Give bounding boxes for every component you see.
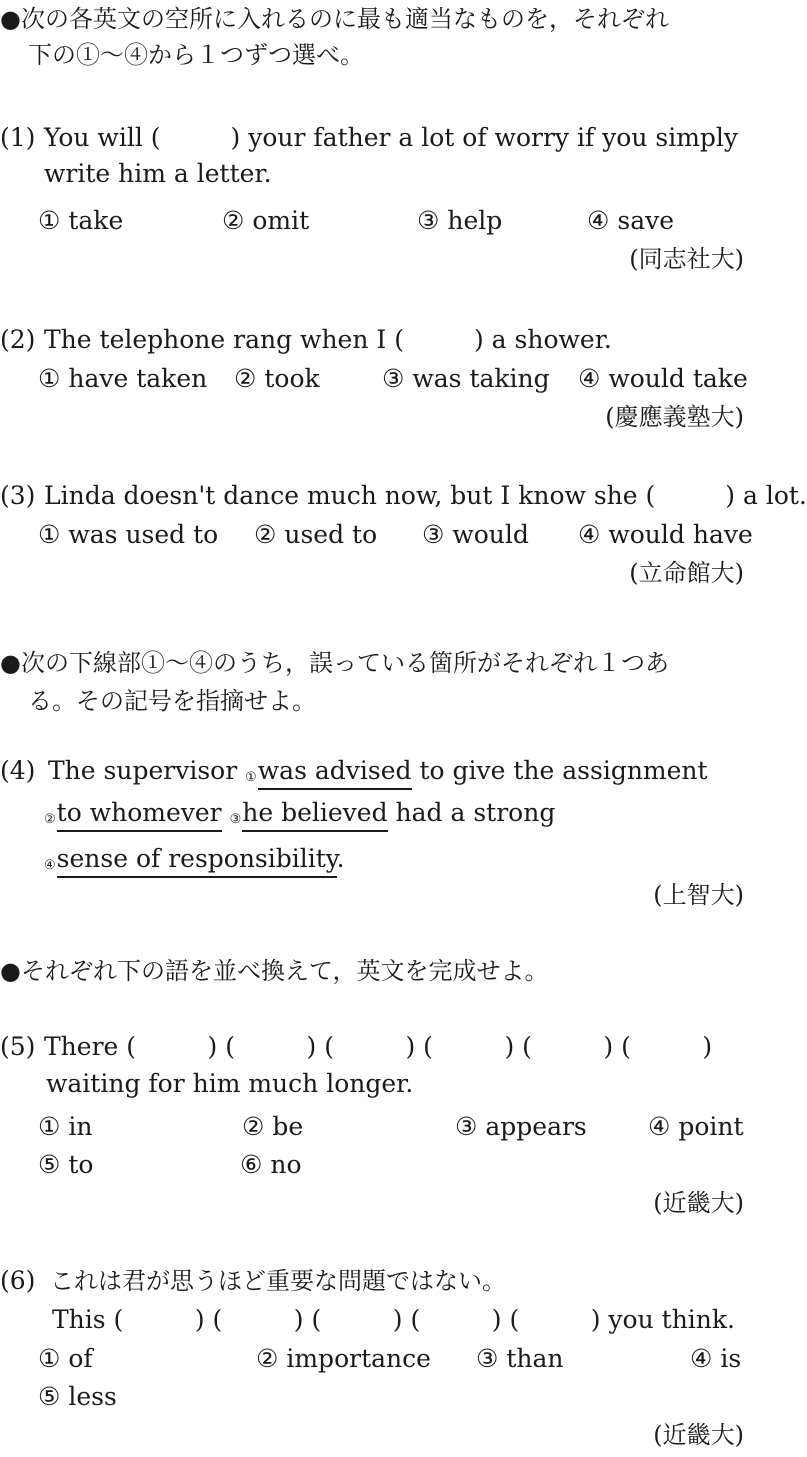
option-3[interactable]: ③ was taking: [382, 364, 550, 393]
section-2-instruction-line-2: る。その記号を指摘せよ。: [28, 687, 316, 715]
section-2-instruction-line-1: ●次の下線部①～④のうち，誤っている箇所がそれぞれ１つあ: [0, 649, 669, 677]
question-text-line-2: waiting for him much longer.: [46, 1069, 414, 1098]
question-number: (5): [0, 1032, 36, 1061]
question-number: (2): [0, 325, 36, 354]
option-4[interactable]: ④ is: [690, 1344, 742, 1373]
question-number: (3): [0, 481, 36, 510]
question-text-post: ) your father a lot of worry if you simply: [230, 123, 739, 152]
question-text-line-1: [44, 481, 807, 511]
option-4[interactable]: ④ save: [587, 206, 675, 235]
question-number: (6): [0, 1266, 36, 1295]
underlined-part-2[interactable]: to whomever: [57, 798, 222, 832]
option-4[interactable]: ④ would have: [578, 520, 753, 549]
sentence-part: The supervisor: [48, 756, 238, 785]
option-5[interactable]: ⑤ to: [38, 1150, 94, 1179]
option-1[interactable]: ① was used to: [38, 520, 219, 549]
question-number: (4): [0, 756, 36, 785]
section-3-instruction: ●それぞれ下の語を並べ換えて，英文を完成せよ。: [0, 957, 549, 985]
question-text-pre: Linda doesn't dance much now, but I know she (: [44, 481, 656, 510]
question-text-pre: You will (: [44, 123, 161, 152]
underlined-part-3[interactable]: he believed: [242, 798, 387, 832]
source-label: (慶應義塾大): [605, 403, 744, 431]
option-3[interactable]: ③ appears: [455, 1112, 587, 1141]
sentence-part: to give the assignment: [419, 756, 708, 785]
underlined-part-1[interactable]: was advised: [258, 756, 412, 790]
option-6[interactable]: ⑥ no: [240, 1150, 302, 1179]
option-4[interactable]: ④ would take: [578, 364, 748, 393]
question-number: (1): [0, 123, 36, 152]
sentence-end: .: [336, 844, 345, 873]
option-2[interactable]: ② omit: [222, 206, 310, 235]
question-text-line-2: write him a letter.: [44, 159, 272, 188]
option-3[interactable]: ③ than: [476, 1344, 564, 1373]
marker-3: ③: [229, 812, 242, 827]
option-2[interactable]: ② be: [242, 1112, 304, 1141]
question-text-line-1: [44, 123, 738, 153]
question-text-line-1: [48, 756, 708, 793]
question-text-pre: The telephone rang when I (: [44, 325, 404, 354]
question-text-line-1: There ( ) ( ) ( ) ( ) ( ) ( ): [44, 1032, 713, 1061]
source-label: (同志社大): [629, 245, 744, 273]
section-1-instruction-line-2: 下の①～④から１つずつ選べ。: [28, 41, 364, 69]
source-label: (上智大): [653, 881, 744, 909]
source-label: (立命館大): [629, 559, 744, 587]
option-2[interactable]: ② importance: [256, 1344, 431, 1373]
sentence-part: had a strong: [395, 798, 556, 827]
marker-2: ②: [44, 812, 56, 827]
question-text-line-1: [44, 325, 612, 355]
question-text-post: ) a shower.: [473, 325, 612, 354]
option-2[interactable]: ② took: [234, 364, 320, 393]
option-5[interactable]: ⑤ less: [38, 1382, 117, 1411]
question-prompt-japanese: これは君が思うほど重要な問題ではない。: [50, 1267, 506, 1295]
option-4[interactable]: ④ point: [648, 1112, 744, 1141]
marker-1: ①: [245, 770, 257, 785]
option-1[interactable]: ① in: [38, 1112, 93, 1141]
marker-4: ④: [44, 858, 56, 873]
option-3[interactable]: ③ would: [422, 520, 529, 549]
section-1-instruction-line-1: ●次の各英文の空所に入れるのに最も適当なものを，それぞれ: [0, 5, 669, 33]
source-label: (近畿大): [653, 1421, 744, 1449]
question-text-line-2: [44, 798, 555, 835]
question-text-post: ) a lot.: [725, 481, 807, 510]
underlined-part-4[interactable]: sense of responsibility: [57, 844, 337, 878]
question-text-line-2: This ( ) ( ) ( ) ( ) ( ) you think.: [52, 1305, 735, 1334]
option-1[interactable]: ① have taken: [38, 364, 208, 393]
source-label: (近畿大): [653, 1189, 744, 1217]
option-2[interactable]: ② used to: [254, 520, 378, 549]
question-text-line-3: [44, 844, 345, 881]
option-1[interactable]: ① take: [38, 206, 124, 235]
option-1[interactable]: ① of: [38, 1344, 93, 1373]
option-3[interactable]: ③ help: [417, 206, 503, 235]
